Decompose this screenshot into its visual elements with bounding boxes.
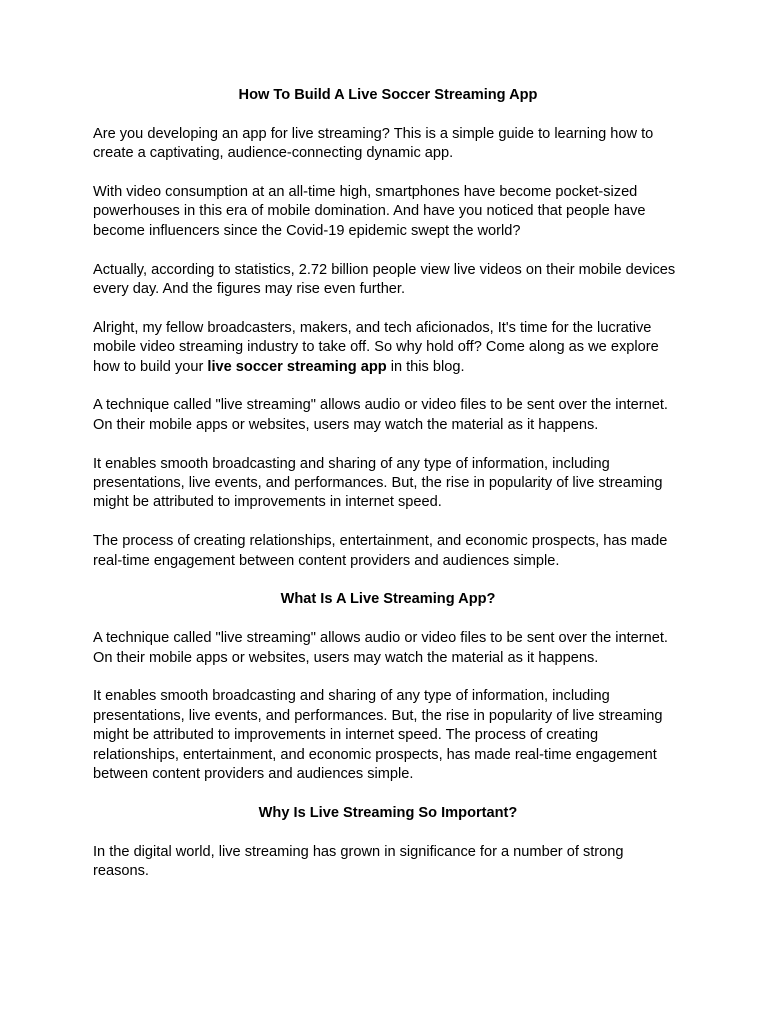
paragraph-section-2-1: In the digital world, live streaming has grown in significance for a number of strong reasons.: [93, 843, 624, 880]
spacer: [93, 668, 683, 687]
paragraph-intro-2: With video consumption at an all-time high, smartphones have become pocket-sized powerhouses in this era of mobile domination. And have you noticed that people have become influencers since the Covid-19 epidemic swept the world?: [93, 184, 646, 239]
spacer: [93, 784, 683, 803]
spacer: [93, 571, 683, 590]
paragraph-intro-4: [93, 319, 683, 377]
paragraph-intro-7: The process of creating relationships, entertainment, and economic prospects, has made real-time engagement between content providers and audiences simple.: [93, 533, 668, 569]
paragraph-section-1-1: A technique called "live streaming" allows audio or video files to be sent over the internet. On their mobile apps or websites, users may watch the material as it happens.: [93, 630, 668, 666]
spacer: [93, 610, 683, 629]
spacer: [93, 377, 683, 396]
spacer: [93, 105, 683, 124]
spacer: [93, 513, 683, 532]
paragraph-intro-4-text-start: Alright, my fellow broadcasters, makers, and tech aficionados, It's time for the lucrative mobile video streaming industry to take off. So why hold off? Come along as we explore how to build your: [93, 319, 659, 375]
section-heading-what-is: What Is A Live Streaming App?: [280, 591, 496, 608]
spacer: [93, 823, 683, 842]
spacer: [93, 164, 683, 183]
section-heading-why-important: Why Is Live Streaming So Important?: [258, 804, 518, 821]
paragraph-intro-6: It enables smooth broadcasting and sharing of any type of information, including presentations, live events, and performances. But, the rise in popularity of live streaming might be attributed to improvements in internet speed.: [93, 455, 663, 511]
paragraph-intro-4-text-end: in this blog.: [386, 358, 465, 375]
paragraph-intro-1: Are you developing an app for live streaming? This is a simple guide to learning how to create a captivating, audience-connecting dynamic app.: [93, 125, 654, 162]
paragraph-section-1-2: It enables smooth broadcasting and sharing of any type of information, including presentations, live events, and performances. But, the rise in popularity of live streaming might be attributed to improvements in internet speed. The process of creating relationships, entertainment, and economic prospects, has made real-time engagement between content providers and audiences simple.: [93, 688, 663, 783]
bold-phrase-live-soccer-streaming-app: live soccer streaming app: [207, 358, 387, 375]
document-title: How To Build A Live Soccer Streaming App: [238, 87, 538, 103]
spacer: [93, 299, 683, 318]
paragraph-intro-3: Actually, according to statistics, 2.72 billion people view live videos on their mobile devices every day. And the figures may rise even further.: [93, 261, 676, 298]
paragraph-intro-5: A technique called "live streaming" allows audio or video files to be sent over the internet. On their mobile apps or websites, users may watch the material as it happens.: [93, 397, 668, 433]
document-body: [93, 86, 683, 881]
spacer: [93, 435, 683, 454]
spacer: [93, 241, 683, 260]
